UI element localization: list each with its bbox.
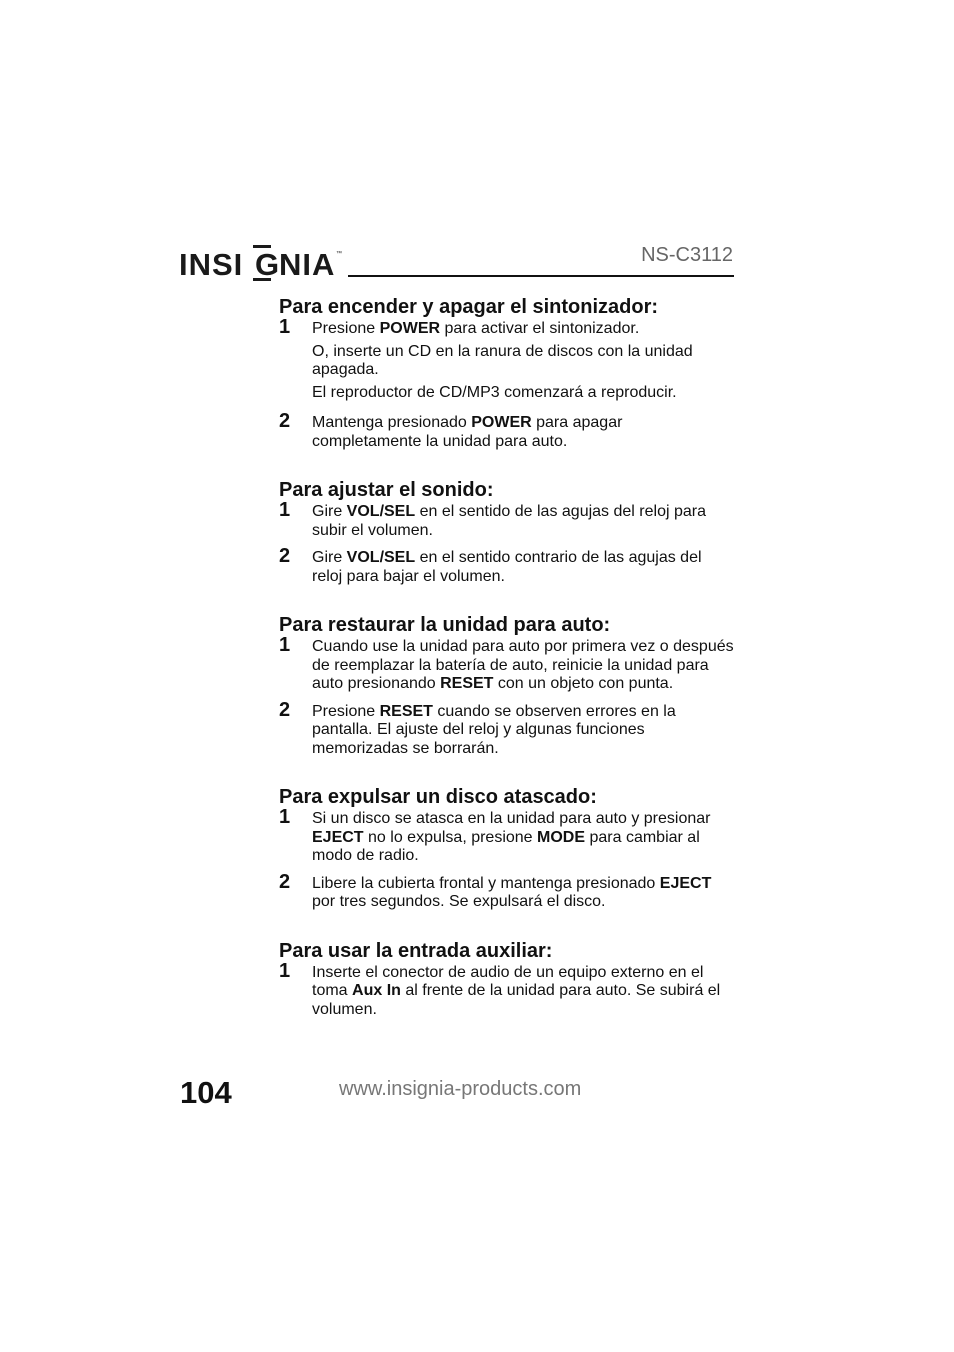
button-name: EJECT bbox=[312, 828, 364, 846]
step-number: 1 bbox=[279, 806, 291, 828]
text-run: Si un disco se atasca en la unidad para auto y presionar bbox=[312, 810, 711, 827]
step-text bbox=[312, 320, 735, 339]
text-run: O, inserte un CD en la ranura de discos con la unidad apagada. bbox=[312, 342, 693, 378]
button-name: RESET bbox=[379, 702, 433, 720]
text-run: Gire bbox=[312, 549, 347, 566]
step-number: 2 bbox=[279, 870, 291, 893]
instruction-section bbox=[279, 785, 735, 912]
button-name: RESET bbox=[440, 675, 494, 692]
instruction-section bbox=[279, 295, 735, 451]
instruction-section bbox=[279, 478, 735, 586]
step-text bbox=[312, 343, 735, 380]
header-rule bbox=[348, 275, 734, 277]
model-number: NS-C3112 bbox=[641, 244, 733, 266]
step-text bbox=[312, 414, 735, 451]
text-run: El reproductor de CD/MP3 comenzará a reproducir. bbox=[312, 383, 677, 401]
step-number: 2 bbox=[279, 410, 291, 432]
instructions-content bbox=[279, 295, 735, 1019]
svg-text:™: ™ bbox=[336, 251, 342, 257]
step-number: 1 bbox=[279, 959, 291, 982]
step-number: 1 bbox=[279, 316, 291, 338]
text-run: Presione bbox=[312, 702, 380, 720]
section-title: Para usar la entrada auxiliar: bbox=[279, 939, 553, 962]
button-name: VOL/SEL bbox=[346, 503, 416, 520]
step-text bbox=[312, 810, 735, 866]
section-title: Para expulsar un disco atascado: bbox=[279, 786, 597, 808]
step-item bbox=[279, 410, 735, 451]
text-run: Presione bbox=[312, 320, 380, 337]
section-title: Para encender y apagar el sintonizador: bbox=[279, 296, 659, 318]
text-run: cuando se observen errores en la pantalla. El ajuste del reloj y algunas funciones memorizadas se borrarán. bbox=[312, 702, 676, 757]
instruction-section bbox=[279, 613, 735, 758]
instruction-section bbox=[279, 939, 735, 1020]
step-text bbox=[312, 964, 735, 1020]
text-run: Gire bbox=[312, 503, 347, 520]
insignia-logo bbox=[179, 241, 344, 283]
step-text bbox=[312, 503, 735, 540]
step-number: 2 bbox=[279, 698, 291, 721]
section-title: Para restaurar la unidad para auto: bbox=[279, 614, 611, 636]
step-text bbox=[312, 549, 735, 586]
page-number: 104 bbox=[180, 1075, 232, 1110]
step-number: 1 bbox=[279, 634, 291, 656]
website-link[interactable]: www.insignia-products.com bbox=[339, 1078, 582, 1100]
text-run: al frente de la unidad para auto. Se subirá el volumen. bbox=[312, 982, 721, 1018]
text-run: para apagar completamente la unidad para auto. bbox=[312, 414, 623, 450]
step-item bbox=[279, 545, 735, 586]
step-item bbox=[279, 959, 735, 1020]
step-item bbox=[279, 499, 735, 540]
step-text bbox=[312, 384, 735, 403]
step-item bbox=[279, 316, 735, 402]
section-title: Para ajustar el sonido: bbox=[279, 479, 494, 501]
svg-text:INSI: INSI bbox=[179, 247, 244, 282]
text-run: no lo expulsa, presione bbox=[363, 828, 538, 846]
text-run: para activar el sintonizador. bbox=[440, 320, 640, 337]
svg-text:NIA: NIA bbox=[279, 247, 336, 282]
step-item bbox=[279, 634, 735, 694]
text-run: por tres segundos. Se expulsará el disco. bbox=[312, 893, 606, 910]
text-run: para cambiar al modo de radio. bbox=[312, 828, 700, 864]
text-run: con un objeto con punta. bbox=[493, 675, 674, 692]
button-name: VOL/SEL bbox=[346, 549, 416, 566]
step-number: 2 bbox=[279, 545, 291, 567]
text-run: Inserte el conector de audio de un equipo externo en el toma bbox=[312, 963, 704, 999]
step-item bbox=[279, 806, 735, 866]
step-item bbox=[279, 870, 735, 912]
step-text bbox=[312, 703, 735, 759]
text-run: Mantenga presionado bbox=[312, 414, 472, 431]
text-run: Cuando use la unidad para auto por primera vez o después de reemplazar la batería de auto, reinicie la unidad para auto presionando bbox=[312, 638, 734, 692]
button-name: Aux In bbox=[352, 982, 401, 999]
button-name: POWER bbox=[471, 414, 532, 431]
button-name: EJECT bbox=[659, 874, 712, 892]
button-name: POWER bbox=[379, 320, 441, 337]
text-run: en el sentido de las agujas del reloj para subir el volumen. bbox=[312, 503, 706, 539]
text-run: Libere la cubierta frontal y mantenga presionado bbox=[312, 874, 660, 892]
svg-text:G: G bbox=[255, 247, 280, 282]
text-run: en el sentido contrario de las agujas del reloj para bajar el volumen. bbox=[312, 549, 702, 585]
step-text bbox=[312, 638, 735, 694]
step-item bbox=[279, 698, 735, 759]
button-name: MODE bbox=[537, 828, 586, 846]
step-number: 1 bbox=[279, 499, 291, 521]
step-text bbox=[312, 875, 735, 912]
